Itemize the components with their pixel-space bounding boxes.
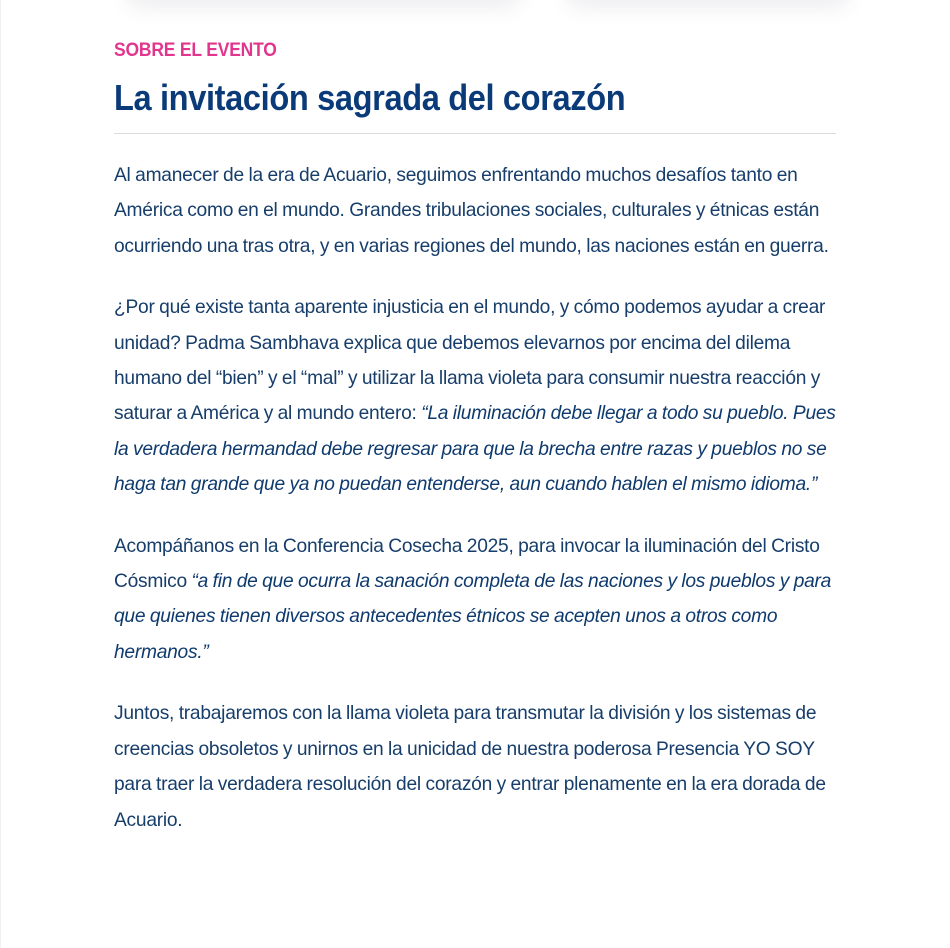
paragraph-2 xyxy=(114,290,836,502)
section-title: La invitación sagrada del corazón xyxy=(114,77,626,118)
paragraph-quote: “a fin de que ocurra la sanación completa de las naciones y los pueblos y para que quienes tienen diversos antecedentes étnicos se acepten unos a otros como hermanos.” xyxy=(114,571,832,663)
page-edge xyxy=(0,0,1,948)
paragraph-text: Juntos, trabajaremos con la llama violeta para transmutar la división y los sistemas de creencias obsoletos y unirnos en la unicidad de nuestra poderosa Presencia YO SOY para traer la verdadera resolución del corazón y entrar plenamente en la era dorada de Acuario. xyxy=(114,703,826,831)
paragraph-text: Al amanecer de la era de Acuario, seguimos enfrentando muchos desafíos tanto en América como en el mundo. Grandes tribulaciones sociales, culturales y étnicas están ocurriendo una tras otra, y en varias regiones del mundo, las naciones están en guerra. xyxy=(114,165,829,257)
paragraph-1 xyxy=(114,158,836,264)
paragraph-quote: “La iluminación debe llegar a todo su pueblo. Pues la verdadera hermandad debe regresar para que la brecha entre razas y pueblos no se haga tan grande que ya no puedan entenderse, aun cuando hablen el mismo idioma.” xyxy=(114,403,836,496)
paragraph-4 xyxy=(114,696,836,838)
section-body xyxy=(114,158,836,838)
section-eyebrow: SOBRE EL EVENTO xyxy=(114,40,277,61)
about-event-section xyxy=(114,38,836,864)
paragraph-3 xyxy=(114,529,836,671)
paragraph-text: Acompáñanos en la Conferencia Cosecha 2025, para invocar la iluminación del Cristo Cósmico xyxy=(114,535,820,593)
paragraph-text: ¿Por qué existe tanta aparente injusticia en el mundo, y cómo podemos ayudar a crear unidad? Padma Sambhava explica que debemos elevarnos por encima del dilema humano del “bien” y el “mal” y utilizar la llama violeta para consumir nuestra reacción y saturar a América y al mundo entero: xyxy=(114,297,826,425)
title-divider xyxy=(114,133,836,134)
